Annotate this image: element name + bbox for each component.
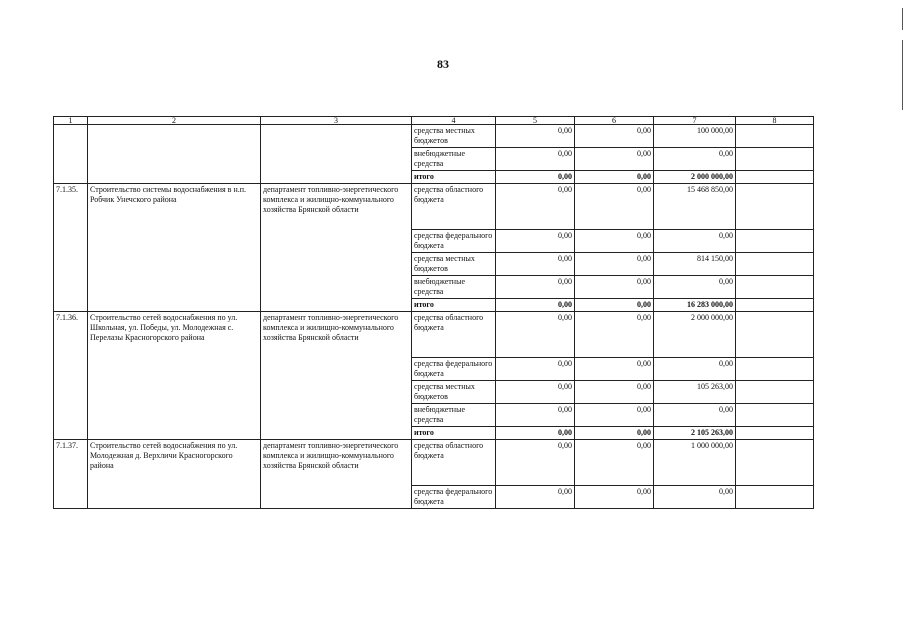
value-col6-cell: 0,00 (575, 125, 654, 148)
budget-table (53, 116, 814, 509)
value-col8-cell (736, 276, 814, 299)
value-col5-cell: 0,00 (496, 299, 575, 312)
value-col6-cell: 0,00 (575, 404, 654, 427)
value-col5-cell: 0,00 (496, 358, 575, 381)
table-row (54, 184, 814, 230)
funding-source-cell: средства местных бюджетов (412, 381, 496, 404)
value-col6-cell: 0,00 (575, 312, 654, 358)
scan-edge-mark (902, 40, 903, 110)
value-col5-cell: 0,00 (496, 381, 575, 404)
value-col7-cell: 15 468 850,00 (654, 184, 736, 230)
page-number: 83 (437, 57, 449, 71)
value-col7-cell: 105 263,00 (654, 381, 736, 404)
value-col6-cell: 0,00 (575, 148, 654, 171)
value-col6-cell: 0,00 (575, 427, 654, 440)
value-col5-cell: 0,00 (496, 276, 575, 299)
value-col8-cell (736, 253, 814, 276)
item-name-cell: Строительство системы водоснабжения в н.п. Робчик Унечского района (88, 184, 261, 312)
value-col6-cell: 0,00 (575, 253, 654, 276)
table-row (54, 125, 814, 148)
header-cell-2: 2 (88, 117, 261, 125)
value-col5-cell: 0,00 (496, 486, 575, 509)
value-col8-cell (736, 427, 814, 440)
table-row (54, 440, 814, 486)
scan-edge-mark (902, 8, 903, 30)
funding-source-cell: итого (412, 299, 496, 312)
header-cell-8: 8 (736, 117, 814, 125)
header-cell-7: 7 (654, 117, 736, 125)
executor-cell (261, 125, 412, 184)
funding-source-cell: средства областного бюджета (412, 184, 496, 230)
value-col7-cell: 814 150,00 (654, 253, 736, 276)
header-cell-4: 4 (412, 117, 496, 125)
funding-source-cell: средства местных бюджетов (412, 253, 496, 276)
value-col8-cell (736, 299, 814, 312)
value-col8-cell (736, 125, 814, 148)
value-col6-cell: 0,00 (575, 299, 654, 312)
funding-source-cell: внебюджетные средства (412, 148, 496, 171)
value-col6-cell: 0,00 (575, 184, 654, 230)
funding-source-cell: средства федерального бюджета (412, 358, 496, 381)
executor-cell: департамент топливно-энергетического комплекса и жилищно-коммунального хозяйства Брянской области (261, 184, 412, 312)
value-col5-cell: 0,00 (496, 440, 575, 486)
table-row (54, 312, 814, 358)
value-col7-cell: 0,00 (654, 276, 736, 299)
executor-cell: департамент топливно-энергетического комплекса и жилищно-коммунального хозяйства Брянской области (261, 440, 412, 509)
value-col7-cell: 2 000 000,00 (654, 312, 736, 358)
value-col7-cell: 0,00 (654, 148, 736, 171)
header-cell-1: 1 (54, 117, 88, 125)
value-col5-cell: 0,00 (496, 125, 575, 148)
value-col6-cell: 0,00 (575, 358, 654, 381)
value-col8-cell (736, 381, 814, 404)
funding-source-cell: итого (412, 427, 496, 440)
value-col5-cell: 0,00 (496, 184, 575, 230)
value-col6-cell: 0,00 (575, 171, 654, 184)
funding-source-cell: внебюджетные средства (412, 276, 496, 299)
funding-source-cell: итого (412, 171, 496, 184)
header-cell-5: 5 (496, 117, 575, 125)
funding-source-cell: средства местных бюджетов (412, 125, 496, 148)
value-col7-cell: 0,00 (654, 358, 736, 381)
value-col7-cell: 0,00 (654, 404, 736, 427)
item-name-cell: Строительство сетей водоснабжения по ул. Школьная, ул. Победы, ул. Молодежная с. Перелазы Красногорского района (88, 312, 261, 440)
value-col7-cell: 16 283 000,00 (654, 299, 736, 312)
header-cell-3: 3 (261, 117, 412, 125)
item-name-cell: Строительство сетей водоснабжения по ул. Молодежная д. Верхличи Красногорского района (88, 440, 261, 509)
value-col7-cell: 0,00 (654, 230, 736, 253)
value-col5-cell: 0,00 (496, 404, 575, 427)
value-col8-cell (736, 440, 814, 486)
value-col5-cell: 0,00 (496, 230, 575, 253)
value-col6-cell: 0,00 (575, 440, 654, 486)
value-col8-cell (736, 230, 814, 253)
value-col7-cell: 0,00 (654, 486, 736, 509)
funding-source-cell: внебюджетные средства (412, 404, 496, 427)
value-col5-cell: 0,00 (496, 253, 575, 276)
header-row (54, 117, 814, 125)
value-col8-cell (736, 404, 814, 427)
value-col6-cell: 0,00 (575, 381, 654, 404)
item-code-cell: 7.1.36. (54, 312, 88, 440)
executor-cell: департамент топливно-энергетического комплекса и жилищно-коммунального хозяйства Брянской области (261, 312, 412, 440)
value-col7-cell: 100 000,00 (654, 125, 736, 148)
value-col5-cell: 0,00 (496, 171, 575, 184)
value-col8-cell (736, 358, 814, 381)
item-code-cell (54, 125, 88, 184)
funding-source-cell: средства областного бюджета (412, 440, 496, 486)
item-code-cell: 7.1.35. (54, 184, 88, 312)
value-col5-cell: 0,00 (496, 312, 575, 358)
funding-source-cell: средства областного бюджета (412, 312, 496, 358)
value-col6-cell: 0,00 (575, 486, 654, 509)
funding-source-cell: средства федерального бюджета (412, 486, 496, 509)
value-col6-cell: 0,00 (575, 276, 654, 299)
value-col8-cell (736, 312, 814, 358)
value-col5-cell: 0,00 (496, 148, 575, 171)
value-col8-cell (736, 171, 814, 184)
value-col7-cell: 2 000 000,00 (654, 171, 736, 184)
value-col7-cell: 2 105 263,00 (654, 427, 736, 440)
value-col5-cell: 0,00 (496, 427, 575, 440)
value-col8-cell (736, 486, 814, 509)
item-name-cell (88, 125, 261, 184)
value-col8-cell (736, 148, 814, 171)
value-col7-cell: 1 000 000,00 (654, 440, 736, 486)
header-cell-6: 6 (575, 117, 654, 125)
funding-source-cell: средства федерального бюджета (412, 230, 496, 253)
value-col6-cell: 0,00 (575, 230, 654, 253)
value-col8-cell (736, 184, 814, 230)
item-code-cell: 7.1.37. (54, 440, 88, 509)
